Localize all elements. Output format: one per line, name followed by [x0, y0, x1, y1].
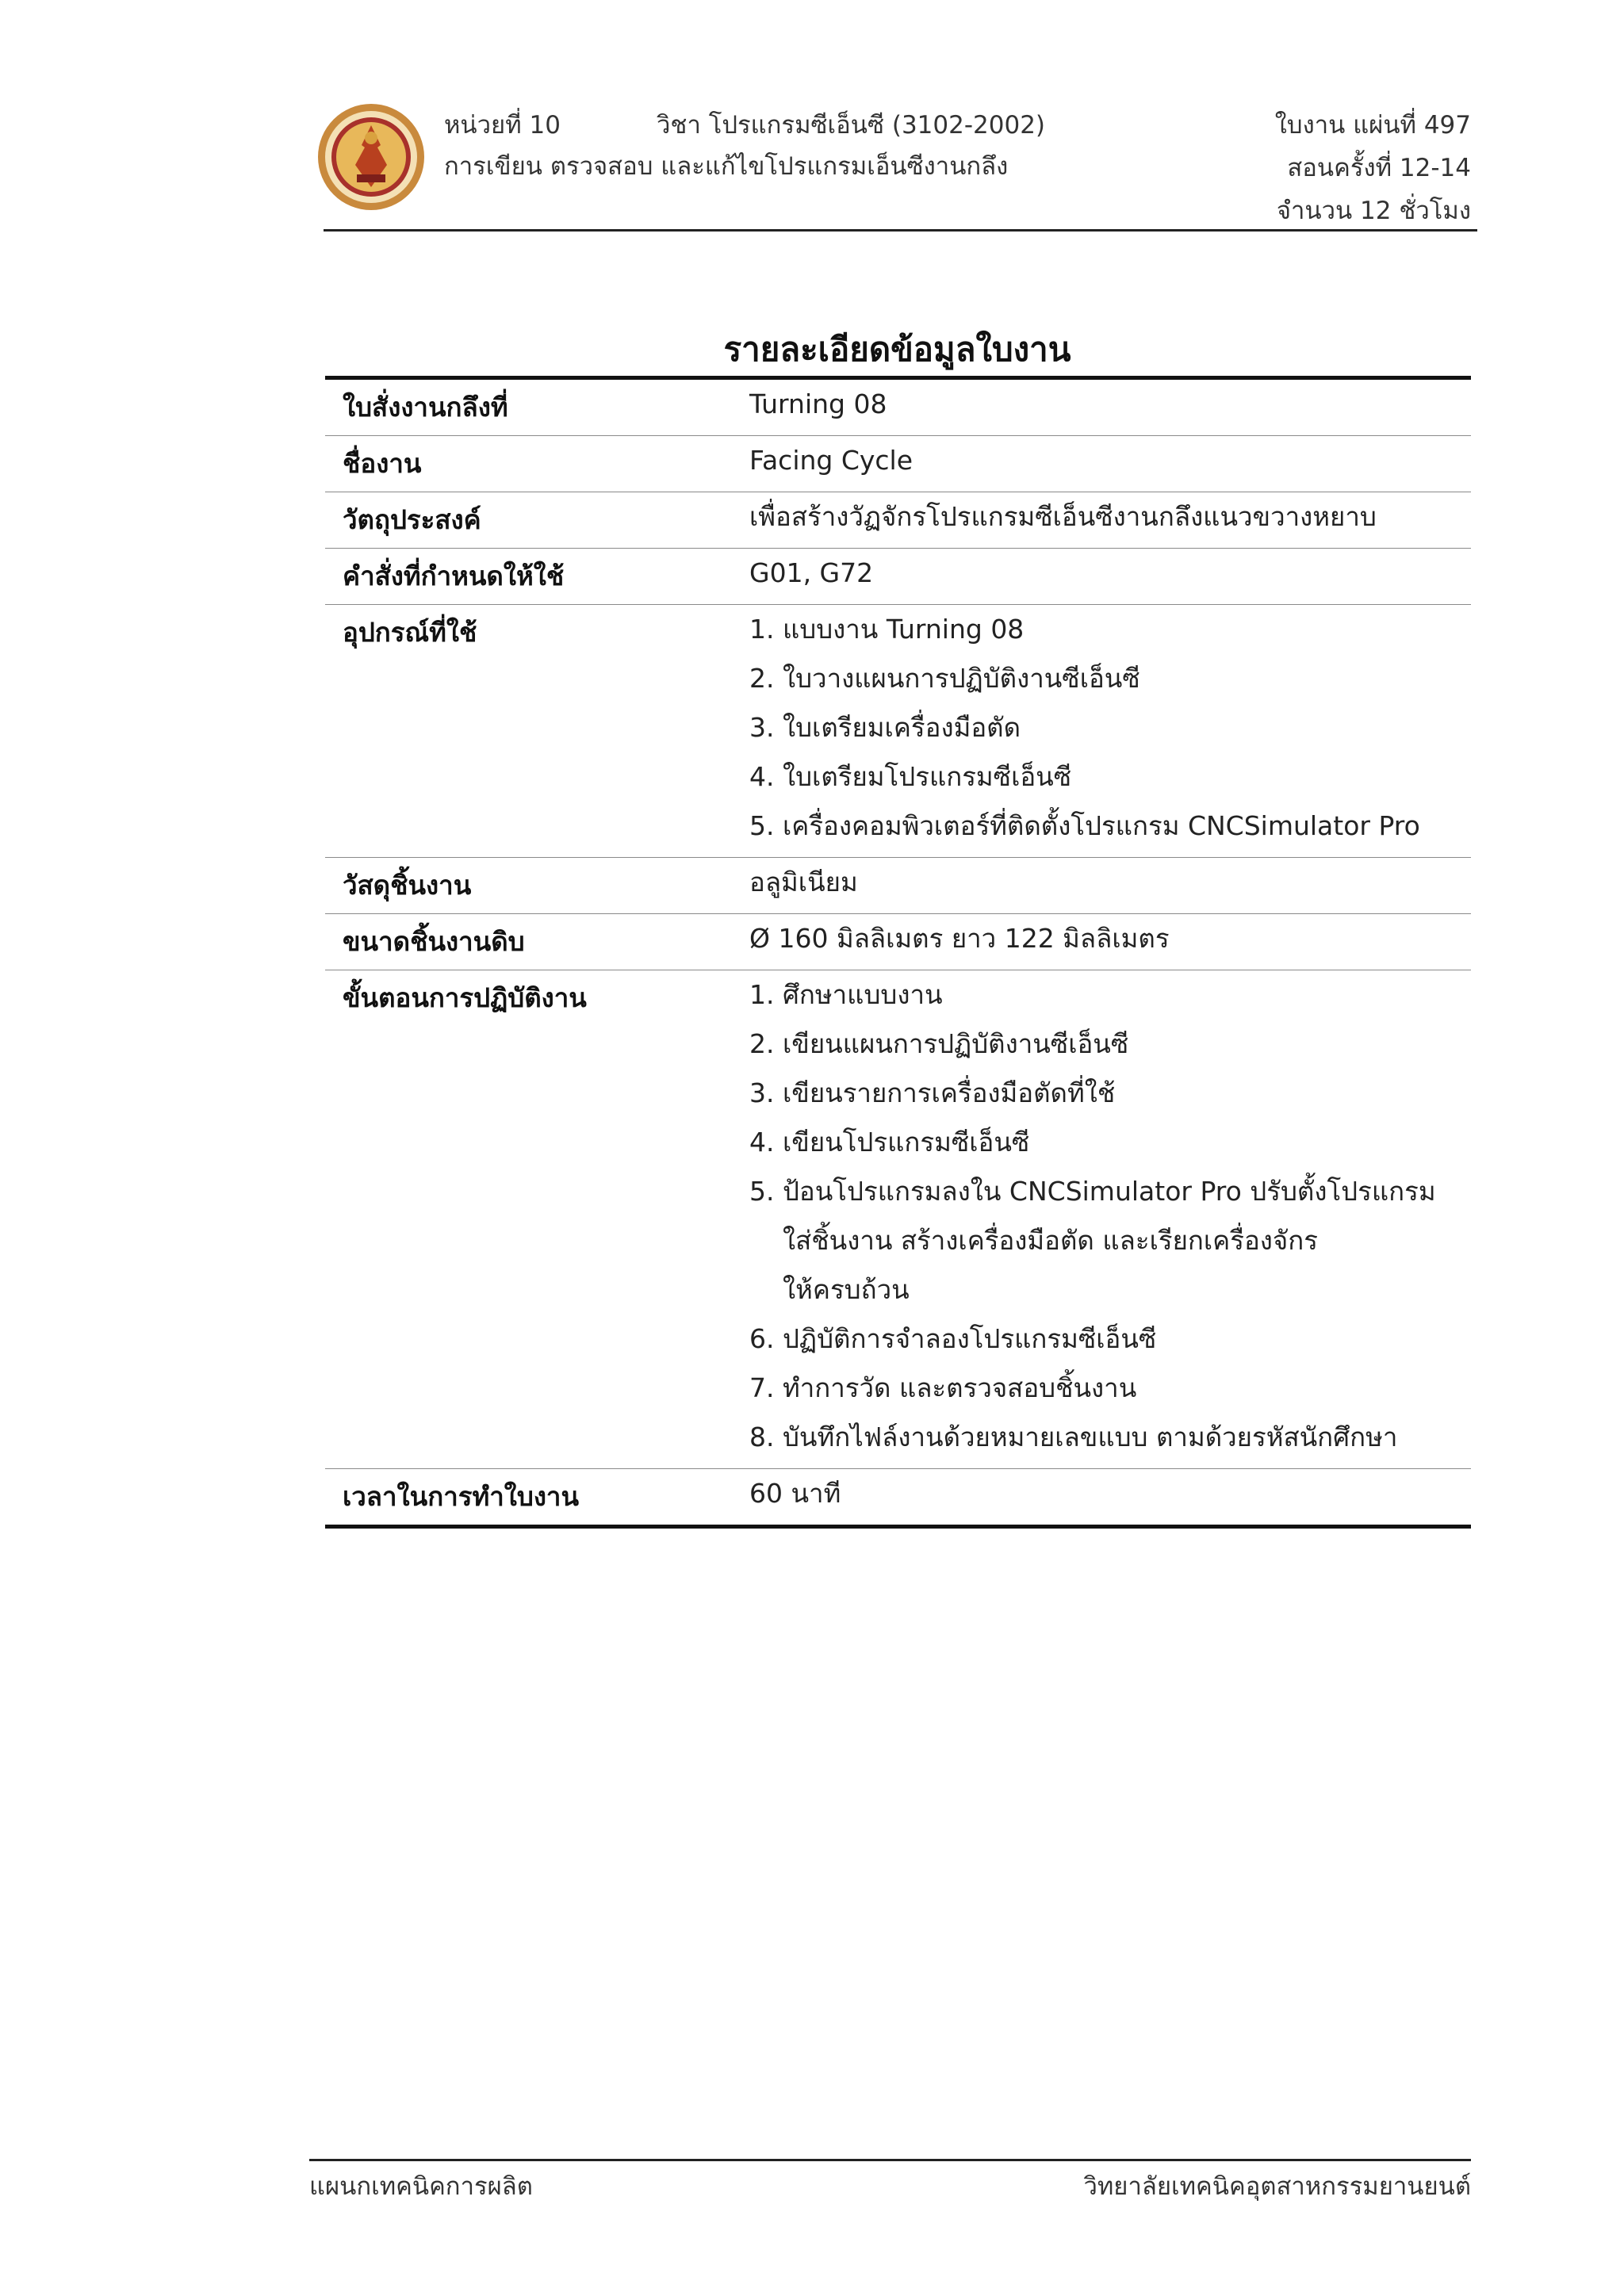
row-value	[749, 605, 1471, 857]
value-line: 2. เขียนแผนการปฏิบัติงานซีเอ็นซี	[749, 1028, 1129, 1059]
seal-logo-icon	[316, 101, 427, 212]
row-value	[749, 492, 1471, 548]
value-line: 3. เขียนรายการเครื่องมือตัดที่ใช้	[749, 1077, 1116, 1108]
value-line: 4. เขียนโปรแกรมซีเอ็นซี	[749, 1127, 1030, 1158]
row-value	[749, 914, 1471, 970]
header-divider	[324, 229, 1477, 232]
value-line: ใส่ชิ้นงาน สร้างเครื่องมือตัด และเรียกเครื่องจักร	[783, 1225, 1318, 1256]
table-row	[325, 914, 1471, 970]
value-line: Facing Cycle	[749, 445, 914, 476]
row-label: เวลาในการทำใบงาน	[343, 1481, 580, 1512]
value-line: Turning 08	[749, 388, 887, 419]
value-line: 60 นาที	[749, 1478, 841, 1509]
sheet-number: ใบงาน แผ่นที่ 497	[1274, 111, 1471, 140]
row-label: ใบสั่งงานกลึงที่	[343, 392, 508, 423]
row-label: คำสั่งที่กำหนดให้ใช้	[343, 561, 565, 591]
row-label: ขั้นตอนการปฏิบัติงาน	[343, 982, 587, 1013]
row-label: วัสดุชิ้นงาน	[343, 870, 472, 901]
row-label: วัตถุประสงค์	[343, 504, 481, 535]
value-line: 1. ศึกษาแบบงาน	[749, 979, 943, 1010]
value-line: 8. บันทึกไฟล์งานด้วยหมายเลขแบบ ตามด้วยรหัสนักศึกษา	[749, 1422, 1398, 1452]
value-line: ให้ครบถ้วน	[783, 1274, 910, 1305]
value-line: 4. ใบเตรียมโปรแกรมซีเอ็นซี	[749, 761, 1072, 792]
hours-count: จำนวน 12 ชั่วโมง	[1276, 197, 1471, 225]
row-label: อุปกรณ์ที่ใช้	[343, 617, 477, 648]
row-label: ชื่องาน	[343, 448, 422, 479]
value-line: 2. ใบวางแผนการปฏิบัติงานซีเอ็นซี	[749, 663, 1140, 694]
table-row	[325, 549, 1471, 605]
table-row	[325, 970, 1471, 1469]
row-value	[749, 1469, 1471, 1525]
unit-number: หน่วยที่ 10	[444, 111, 561, 140]
lesson-number: สอนครั้งที่ 12-14	[1287, 154, 1471, 182]
value-line: Ø 160 มิลลิเมตร ยาว 122 มิลลิเมตร	[749, 923, 1170, 954]
subject-name: วิชา โปรแกรมซีเอ็นซี (3102-2002)	[657, 111, 1046, 140]
table-row	[325, 605, 1471, 858]
value-line: 5. เครื่องคอมพิวเตอร์ที่ติดตั้งโปรแกรม CNCSimulator Pro	[749, 810, 1420, 841]
row-value	[749, 549, 1471, 604]
value-line: 7. ทำการวัด และตรวจสอบชิ้นงาน	[749, 1372, 1137, 1403]
page-title: รายละเอียดข้อมูลใบงาน	[723, 330, 1071, 369]
value-line: 6. ปฏิบัติการจำลองโปรแกรมซีเอ็นซี	[749, 1323, 1157, 1354]
row-value	[749, 858, 1471, 913]
row-label: ขนาดชิ้นงานดิบ	[343, 926, 525, 957]
row-value	[749, 380, 1471, 435]
footer-department: แผนกเทคนิคการผลิต	[309, 2172, 533, 2201]
table-row	[325, 436, 1471, 492]
table-bottom-rule	[325, 1525, 1471, 1529]
value-line: G01, G72	[749, 557, 874, 588]
value-line: 5. ป้อนโปรแกรมลงใน CNCSimulator Pro ปรับตั้งโปรแกรม	[749, 1176, 1436, 1207]
table-row	[325, 380, 1471, 436]
value-line: 1. แบบงาน Turning 08	[749, 614, 1025, 645]
topic-name: การเขียน ตรวจสอบ และแก้ไขโปรแกรมเอ็นซีงานกลึง	[444, 152, 1009, 181]
footer-divider	[309, 2159, 1471, 2161]
value-line: อลูมิเนียม	[749, 867, 858, 897]
value-line: 3. ใบเตรียมเครื่องมือตัด	[749, 712, 1021, 743]
table-row	[325, 1469, 1471, 1525]
worksheet-details-table	[325, 380, 1471, 1529]
row-value	[749, 970, 1471, 1468]
table-row	[325, 492, 1471, 549]
value-line: เพื่อสร้างวัฏจักรโปรแกรมซีเอ็นซีงานกลึงแนวขวางหยาบ	[749, 501, 1377, 532]
table-row	[325, 858, 1471, 914]
row-value	[749, 436, 1471, 492]
footer-college: วิทยาลัยเทคนิคอุตสาหกรรมยานยนต์	[1083, 2172, 1471, 2201]
